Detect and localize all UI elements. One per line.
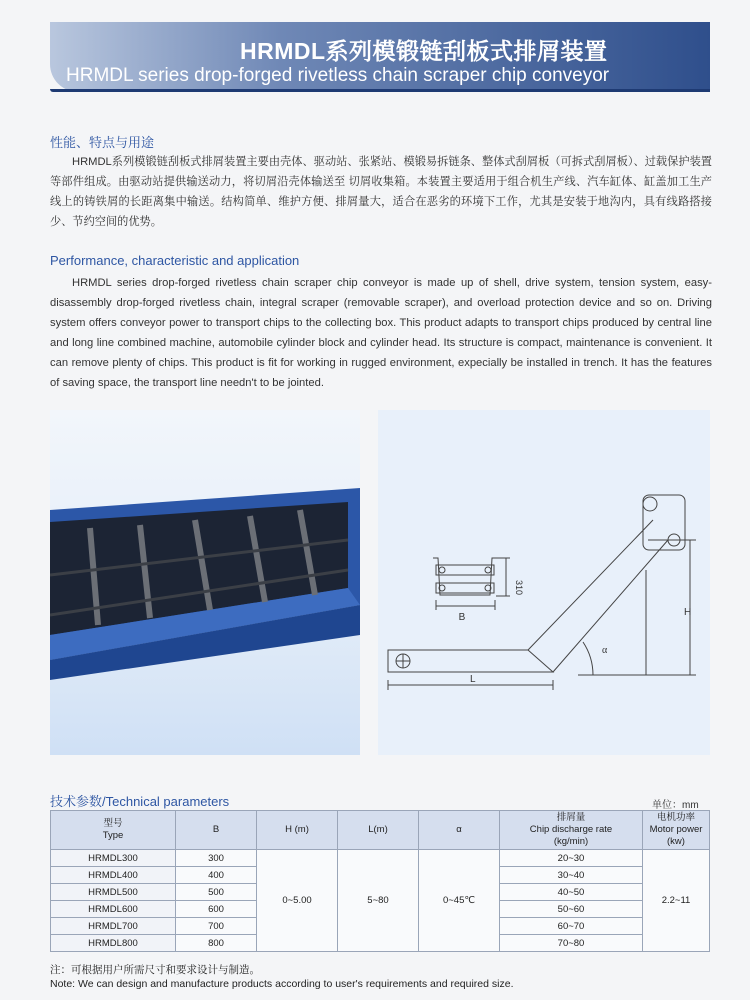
col-alpha-header: α <box>419 811 500 850</box>
cell-type: HRMDL400 <box>51 867 176 884</box>
cell-b: 300 <box>176 850 257 867</box>
col-type-cn: 型号 <box>103 818 123 829</box>
table-row <box>51 850 710 867</box>
table-heading: 技术参数/Technical parameters <box>50 794 230 809</box>
paragraph-en: HRMDL series drop-forged rivetless chain scraper chip conveyor is made up of shell, drive system, tension system, easy-disassembly drop-forged rivetless chain, integral scraper (removable scraper), and overload protection device and so on. Driving system offers conveyor power to transport chips to the collecting box. This product adapts to transport chips produced by central line and long line combined machine, automobile cylinder block and cylinder head. Its structure is compact, maintenance is convenient. It can remove plenty of chips. This product is fit for working in rugged environment, expecially be installed in trench. It has the features of saving space, the transport line needn't to be jointed. <box>50 277 712 389</box>
conveyor-schematic <box>378 410 710 755</box>
cell-alpha-shared: 0~45℃ <box>419 850 500 952</box>
spec-table <box>50 810 710 952</box>
product-photo <box>50 410 360 755</box>
paragraph-cn: HRMDL系列模锻链刮板式排屑装置主要由壳体、驱动站、张紧站、模锻易拆链条、整体式刮屑板（可拆式刮屑板）、过载保护装置等部件组成。由驱动站提供输送动力，将切屑沿壳体输送至 切屑收集箱。本装置主要适用于组合机生产线、汽车缸体、缸盖加工生产线上的铸铁屑的长距离集中输送。结构简单、维护方便、排屑量大，适合在恶劣的环境下工作，尤其是安装于地沟内，具有线路搭接少、节约空间的优势。 <box>50 156 712 228</box>
col-power-unit: (kw) <box>667 836 685 847</box>
cell-type: HRMDL500 <box>51 884 176 901</box>
dim-310-label: 310 <box>514 580 524 596</box>
cell-h-shared: 0~5.00 <box>257 850 338 952</box>
conveyor-photo-illustration <box>50 410 360 755</box>
section-heading-cn: 性能、特点与用途 <box>50 135 155 150</box>
col-rate-unit: (kg/min) <box>553 836 589 847</box>
cell-rate: 50~60 <box>500 901 643 918</box>
col-h-header: H (m) <box>257 811 338 850</box>
page-title-en: HRMDL series drop-forged rivetless chain scraper chip conveyor <box>66 65 610 86</box>
unit-label: 单位：mm <box>652 800 699 811</box>
col-type-en: Type <box>102 830 124 841</box>
page-title-cn: HRMDL系列模锻链刮板式排屑装置 <box>240 38 608 64</box>
dim-b-label: B <box>458 612 466 623</box>
angle-label: α <box>602 645 608 656</box>
cell-b: 700 <box>176 918 257 935</box>
col-rate-en: Chip discharge rate <box>529 824 613 835</box>
col-b-header: B <box>176 811 257 850</box>
col-rate-header <box>500 811 643 850</box>
cell-b: 400 <box>176 867 257 884</box>
col-l-header: L(m) <box>338 811 419 850</box>
cell-rate: 70~80 <box>500 935 643 952</box>
cell-power-shared: 2.2~11 <box>643 850 710 952</box>
cell-type: HRMDL700 <box>51 918 176 935</box>
dim-l-label: L <box>470 674 476 685</box>
cell-rate: 20~30 <box>500 850 643 867</box>
col-power-header <box>643 811 710 850</box>
cell-b: 600 <box>176 901 257 918</box>
technical-drawing <box>378 410 710 755</box>
cell-b: 800 <box>176 935 257 952</box>
cell-type: HRMDL300 <box>51 850 176 867</box>
dim-h-label: H <box>684 607 692 618</box>
section-heading-en: Performance, characteristic and application <box>50 253 300 268</box>
cell-rate: 30~40 <box>500 867 643 884</box>
note-en: Note: We can design and manufacture products according to user's requirements and required size. <box>50 978 514 990</box>
cell-type: HRMDL600 <box>51 901 176 918</box>
col-rate-cn: 排屑量 <box>556 812 586 823</box>
cell-rate: 60~70 <box>500 918 643 935</box>
title-banner-stripe <box>50 89 710 92</box>
col-power-cn: 电机功率 <box>656 812 695 823</box>
col-type-header <box>51 811 176 850</box>
cell-type: HRMDL800 <box>51 935 176 952</box>
cell-rate: 40~50 <box>500 884 643 901</box>
cell-b: 500 <box>176 884 257 901</box>
note-cn: 注：可根据用户所需尺寸和要求设计与制造。 <box>50 964 260 976</box>
table-header-row <box>51 811 710 850</box>
col-power-en: Motor power <box>649 824 703 835</box>
cell-l-shared: 5~80 <box>338 850 419 952</box>
